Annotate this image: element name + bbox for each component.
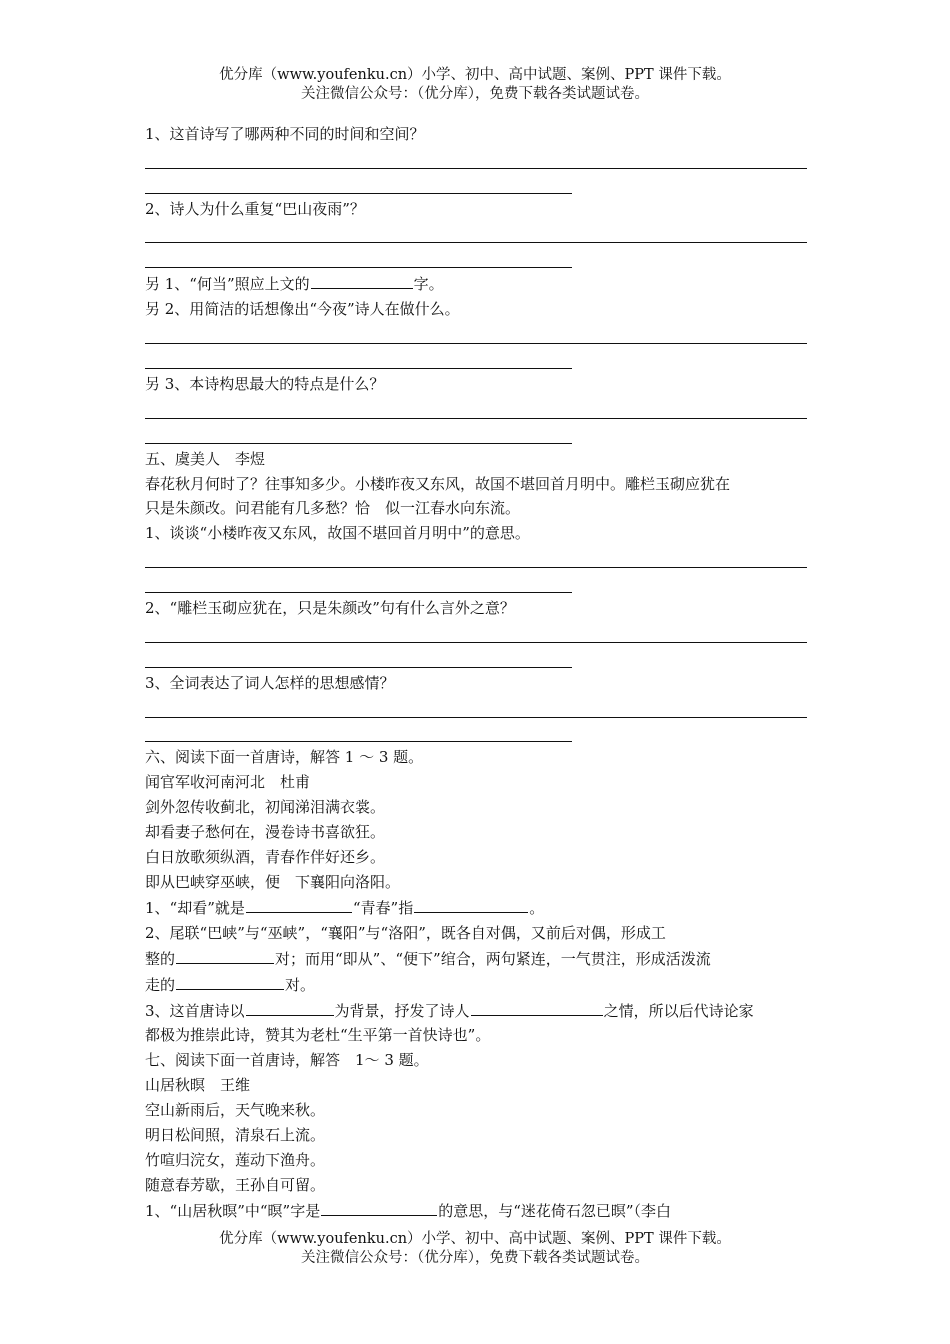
- answer-line[interactable]: [145, 322, 807, 347]
- answer-line[interactable]: [145, 571, 807, 596]
- fill-blank[interactable]: [414, 895, 528, 913]
- question: [145, 998, 807, 1024]
- poem-line: 剑外忽传收蓟北，初闻涕泪满衣裳。: [145, 798, 386, 817]
- question: [145, 895, 807, 921]
- poem-title: 闻官军收河南河北 杜甫: [145, 773, 311, 792]
- footer-line-2: 关注微信公众号：（优分库），免费下载各类试题试卷。: [301, 1250, 649, 1266]
- answer-line[interactable]: [145, 621, 807, 646]
- answer-line[interactable]: [145, 246, 807, 271]
- answer-line[interactable]: [145, 546, 807, 571]
- footer-line-1: 优分库（www.youfenku.cn）小学、初中、高中试题、案例、PPT 课件下载。: [219, 1231, 731, 1247]
- page-header: [0, 66, 950, 104]
- question-text: 整的: [145, 949, 176, 968]
- question-continued: [145, 946, 807, 972]
- question-text: 的意思，与“迷花倚石忽已暝”（李白: [438, 1201, 672, 1220]
- poem-line: 空山新雨后，天气晚来秋。: [145, 1101, 326, 1120]
- fill-blank[interactable]: [176, 946, 274, 964]
- question: 另 3、本诗构思最大的特点是什么？: [145, 374, 385, 393]
- question-text: 对。: [285, 975, 316, 994]
- question-text: 字。: [413, 275, 444, 294]
- poem-line: 春花秋月何时了？往事知多少。小楼昨夜又东风，故国不堪回首月明中。雕栏玉砌应犹在: [145, 474, 731, 493]
- page-footer: [0, 1230, 950, 1268]
- question-text: 1、“却看”就是: [145, 898, 245, 917]
- section-title: 七、阅读下面一首唐诗，解答 1～ 3 题。: [145, 1051, 429, 1070]
- poem-line: 即从巴峡穿巫峡，便 下襄阳向洛阳。: [145, 872, 401, 891]
- question-continued: [145, 972, 807, 998]
- question-text: 走的: [145, 975, 176, 994]
- question-text: 3、这首唐诗以: [145, 1001, 245, 1020]
- poem-line: 只是朱颜改。问君能有几多愁？恰 似一江春水向东流。: [145, 499, 521, 518]
- question-text: 对；而用“即从”、“便下”绾合，两句紧连，一气贯注，形成活泼流: [275, 949, 711, 968]
- fill-blank[interactable]: [246, 895, 352, 913]
- worksheet-body: [145, 122, 807, 1224]
- answer-line[interactable]: [145, 222, 807, 247]
- poem-line: 随意春芳歇，王孙自可留。: [145, 1175, 326, 1194]
- answer-line[interactable]: [145, 172, 807, 197]
- poem-line: 白日放歌须纵酒，青春作伴好还乡。: [145, 848, 386, 867]
- question-text: 另 1、“何当”照应上文的: [145, 275, 310, 294]
- answer-line[interactable]: [145, 422, 807, 447]
- question-continued: 都极为推崇此诗，赞其为老杜“生平第一首快诗也”。: [145, 1026, 491, 1045]
- fill-blank[interactable]: [471, 998, 603, 1016]
- fill-blank[interactable]: [321, 1198, 437, 1216]
- header-line-2: 关注微信公众号：（优分库），免费下载各类试题试卷。: [301, 86, 649, 102]
- poem-title: 山居秋暝 王维: [145, 1076, 251, 1095]
- poem-line: 明日松间照，清泉石上流。: [145, 1126, 326, 1145]
- question-text: 之情，所以后代诗论家: [603, 1001, 754, 1020]
- answer-line[interactable]: [145, 397, 807, 422]
- question-text: 。: [529, 898, 545, 917]
- fill-blank[interactable]: [311, 271, 413, 289]
- question: 1、这首诗写了哪两种不同的时间和空间？: [145, 125, 425, 143]
- answer-line[interactable]: [145, 147, 807, 172]
- answer-line[interactable]: [145, 646, 807, 671]
- poem-line: 却看妻子愁何在，漫卷诗书喜欲狂。: [145, 823, 386, 842]
- poem-line: 竹喧归浣女，莲动下渔舟。: [145, 1150, 326, 1169]
- question: 2、“雕栏玉砌应犹在，只是朱颜改”句有什么言外之意？: [145, 599, 515, 618]
- fill-blank[interactable]: [176, 972, 284, 990]
- question: 2、尾联“巴峡”与“巫峡”，“襄阳”与“洛阳”，既各自对偶，又前后对偶，形成工: [145, 923, 666, 942]
- question: 1、谈谈“小楼昨夜又东风，故国不堪回首月明中”的意思。: [145, 524, 530, 543]
- header-line-1: 优分库（www.youfenku.cn）小学、初中、高中试题、案例、PPT 课件下载。: [219, 67, 731, 83]
- section-title: 六、阅读下面一首唐诗，解答 1 ～ 3 题。: [145, 748, 424, 767]
- question: 3、全词表达了词人怎样的思想感情？: [145, 673, 395, 692]
- question-text: 1、“山居秋暝”中“暝”字是: [145, 1201, 321, 1220]
- question-text: 为背景，抒发了诗人: [334, 1001, 470, 1020]
- answer-line[interactable]: [145, 721, 807, 746]
- question: 2、诗人为什么重复“巴山夜雨”？: [145, 199, 365, 218]
- question-text: “青春”指: [352, 898, 414, 917]
- answer-line[interactable]: [145, 696, 807, 721]
- question: [145, 271, 807, 297]
- fill-blank[interactable]: [246, 998, 334, 1016]
- question: 另 2、用简洁的话想像出“今夜”诗人在做什么。: [145, 300, 460, 319]
- answer-line[interactable]: [145, 347, 807, 372]
- question: [145, 1198, 807, 1224]
- section-title: 五、虞美人 李煜: [145, 449, 266, 468]
